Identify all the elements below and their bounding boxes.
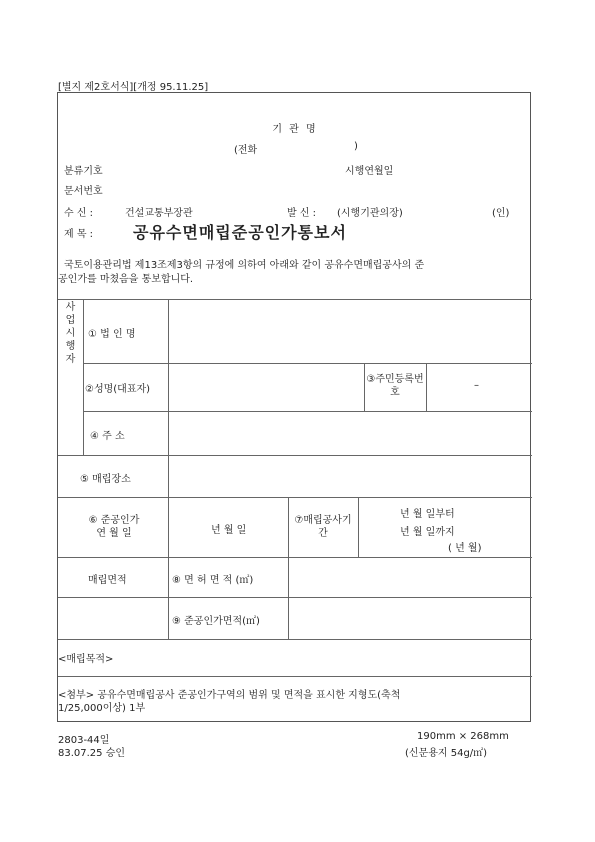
address-label: ④ 주 소 <box>90 431 125 442</box>
completion-date-label: ⑥ 준공인가 연 월 일 <box>88 515 140 539</box>
period-years: ( 년 월) <box>448 543 482 554</box>
seal-mark: (인) <box>492 208 510 219</box>
table-top-rule <box>58 299 532 300</box>
row-rule-5 <box>58 557 532 558</box>
class-code-label: 분류기호 <box>64 166 103 177</box>
form-code: 2803-44일 <box>58 735 110 746</box>
approval-date: 83.07.25 승인 <box>58 748 126 759</box>
form-frame <box>57 92 531 722</box>
area-label: 매립면적 <box>88 575 127 586</box>
period-from: 년 월 일부터 <box>400 509 455 520</box>
rep-split-rule-b <box>426 363 427 411</box>
attachment-line2: 1/25,000이상) 1부 <box>58 703 146 714</box>
corp-name-label: ① 법 인 명 <box>88 329 136 340</box>
period-split-rule-b <box>358 497 359 557</box>
body-text-line1: 국토이용관리법 제13조제3항의 규정에 의하여 아래와 같이 공유수면매립공사의 준 <box>64 260 425 271</box>
operator-section-label: 사업시행자 <box>65 302 76 365</box>
row-rule-6 <box>58 597 532 598</box>
agency-name: 기 관 명 <box>272 124 318 135</box>
resident-no-dash: – <box>474 380 479 391</box>
row-rule-2 <box>83 411 532 412</box>
licensed-area-label: ⑧ 면 허 면 적 (㎡) <box>172 575 254 586</box>
row-rule-3 <box>58 455 532 456</box>
subject-label: 제 목 : <box>64 229 94 240</box>
site-label: ⑤ 매립장소 <box>80 474 131 485</box>
rep-split-rule-a <box>364 363 365 411</box>
resident-no-label: ③주민등록번호 <box>366 374 424 398</box>
date-label: 시행연월일 <box>345 166 394 177</box>
from-label: 발 신 : <box>287 208 317 219</box>
rep-name-label: ②성명(대표자) <box>85 384 151 395</box>
purpose-label: <매립목적> <box>58 654 114 665</box>
label-column-rule <box>168 299 169 639</box>
row-rule-8 <box>58 676 532 677</box>
paper-size: 190mm × 268mm <box>417 731 509 742</box>
body-text-line2: 공인가를 마쳤음을 통보합니다. <box>58 274 194 285</box>
period-label: ⑦매립공사기간 <box>294 515 352 539</box>
approved-area-label: ⑨ 준공인가면적(㎡) <box>172 616 260 627</box>
period-split-rule-a <box>288 497 289 639</box>
row-rule-7 <box>58 639 532 640</box>
document-title: 공유수면매립준공인가통보서 <box>133 223 347 242</box>
from-value: (시행기관의장) <box>337 208 403 219</box>
form-number-label: [별지 제2호서식][개정 95.11.25] <box>58 82 209 93</box>
row-rule-1 <box>83 363 532 364</box>
to-value: 건설교통부장관 <box>125 208 193 219</box>
doc-number-label: 문서번호 <box>64 186 103 197</box>
operator-column-rule <box>83 299 84 455</box>
period-to: 년 월 일까지 <box>400 527 455 538</box>
row-rule-4 <box>58 497 532 498</box>
attachment-line1: <첨부> 공유수면매립공사 준공인가구역의 범위 및 면적을 표시한 지형도(축척 <box>58 690 401 701</box>
paper-type: (신문용지 54g/㎡) <box>405 748 488 759</box>
phone-close: ) <box>354 141 358 152</box>
phone-open: (전화 <box>234 145 258 156</box>
to-label: 수 신 : <box>64 208 94 219</box>
completion-date-value: 년 월 일 <box>211 525 247 536</box>
